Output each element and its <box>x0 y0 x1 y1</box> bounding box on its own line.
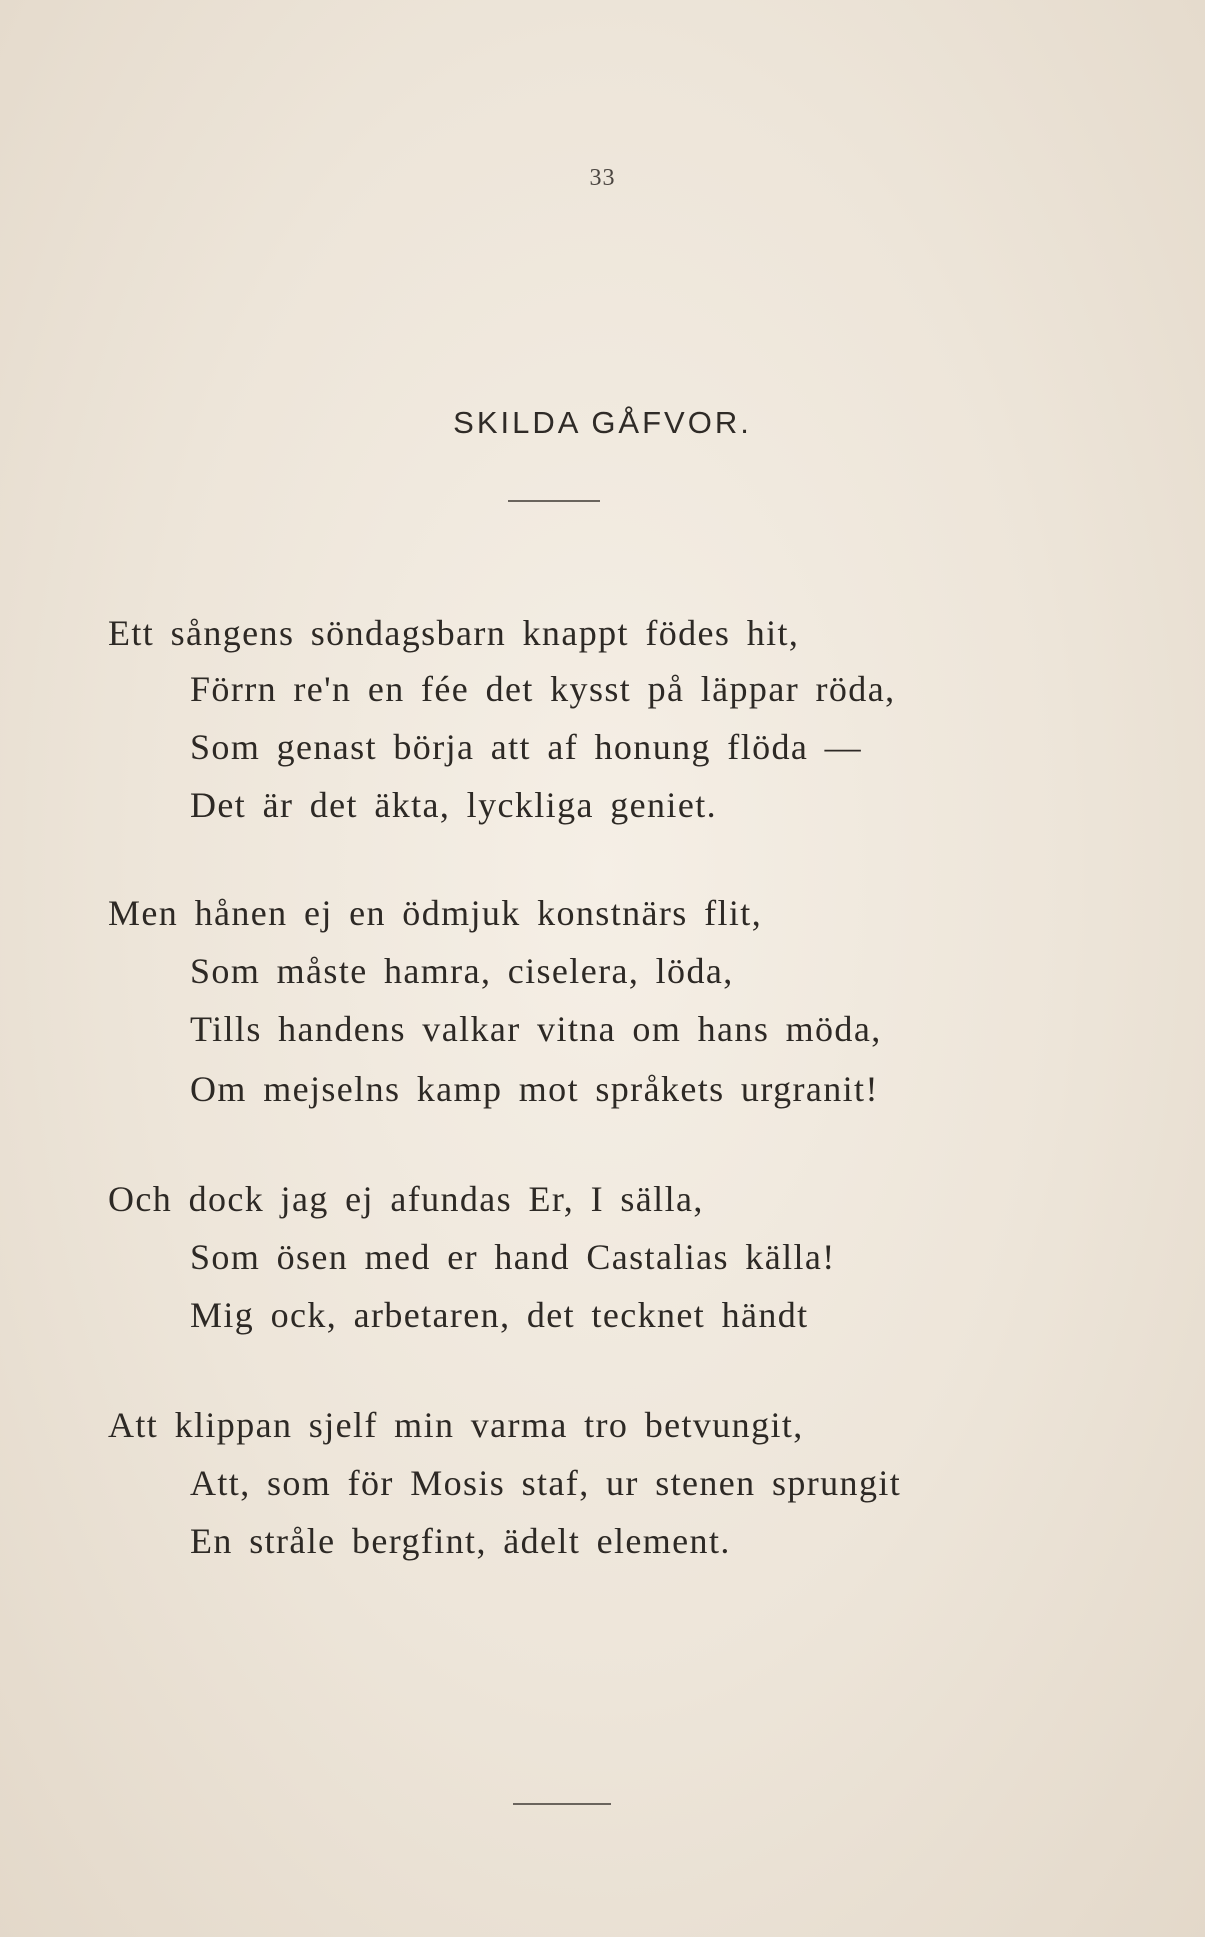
poem-line: Som genast börja att af honung flöda — <box>190 727 863 767</box>
title-divider <box>508 500 600 502</box>
poem-line: Och dock jag ej afundas Er, I sälla, <box>108 1179 704 1219</box>
end-divider <box>513 1803 611 1805</box>
page-number: 33 <box>589 165 616 191</box>
poem-line: Ett sångens söndagsbarn knappt födes hit, <box>108 613 800 653</box>
poem-line: Som ösen med er hand Castalias källa! <box>190 1237 836 1277</box>
poem-line: Att, som för Mosis staf, ur stenen sprungit <box>190 1463 902 1503</box>
poem-title: SKILDA GÅFVOR. <box>453 405 752 440</box>
poem-line: Att klippan sjelf min varma tro betvungit, <box>108 1405 804 1445</box>
poem-line: Men hånen ej en ödmjuk konstnärs flit, <box>108 893 763 933</box>
poem-line: Som måste hamra, ciselera, löda, <box>190 951 734 991</box>
poem-line: Förrn re'n en fée det kysst på läppar röda, <box>190 669 896 709</box>
poem-line: Tills handens valkar vitna om hans möda, <box>190 1009 882 1049</box>
poem-line: En stråle bergfint, ädelt element. <box>190 1521 731 1561</box>
poem-line: Om mejselns kamp mot språkets urgranit! <box>190 1069 879 1109</box>
poem-line: Det är det äkta, lyckliga geniet. <box>190 785 718 825</box>
poem-line: Mig ock, arbetaren, det tecknet händt <box>190 1295 809 1335</box>
